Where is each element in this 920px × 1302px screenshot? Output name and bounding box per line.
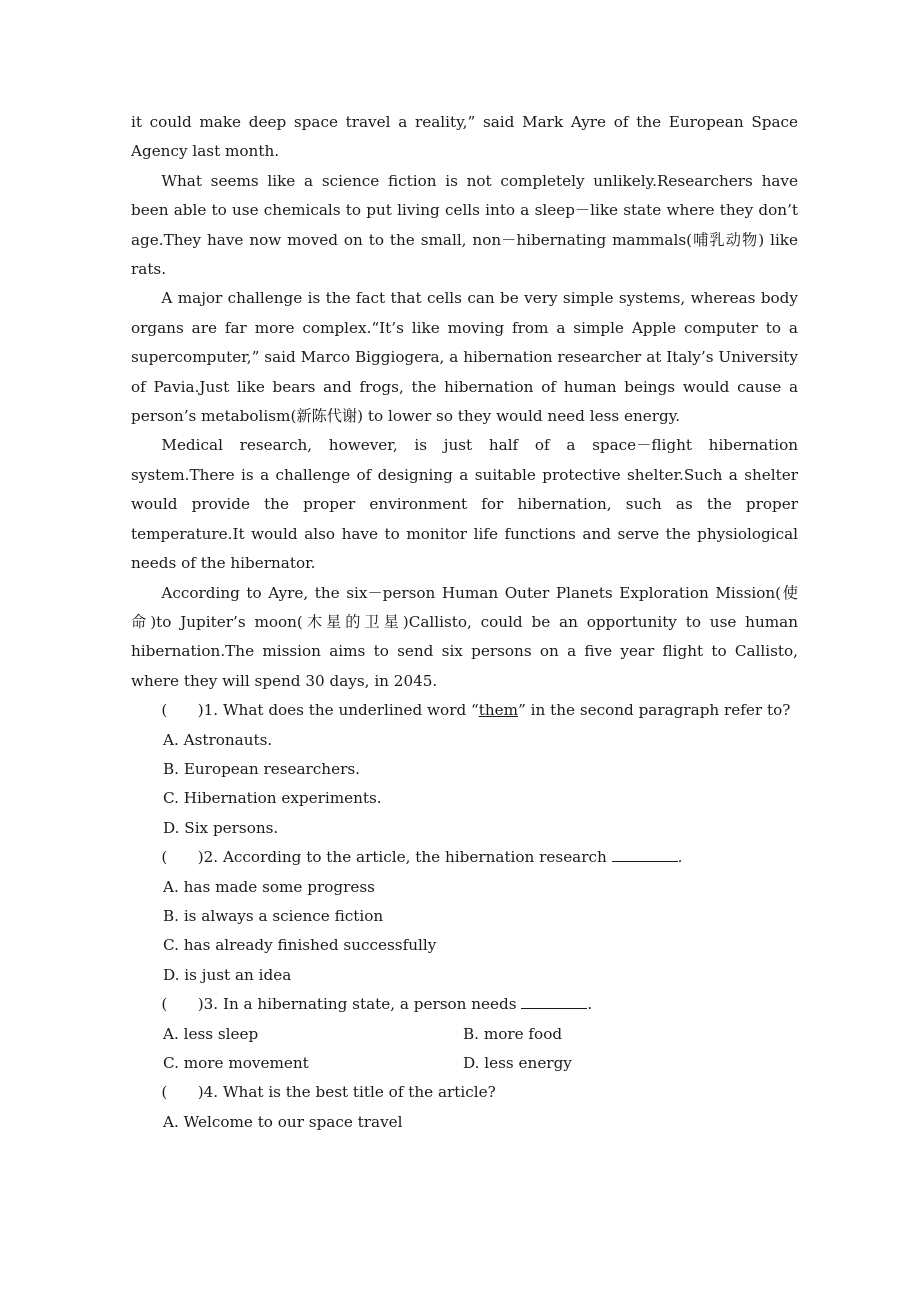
- question-1-option-d: D. Six persons.: [163, 818, 279, 837]
- question-3-options-row-1: [131, 1020, 798, 1049]
- passage-paragraph-3: A major challenge is the fact that cells can be very simple systems, whereas body organs are far more complex.“It’s like moving from a simple Apple computer to a supercomputer,” said Marco Biggiogera, a hibernation researcher at Italy’s University of Pavia.Just like bears and frogs, the hibernation of human beings would cause a person’s metabolism(新陈代谢) to lower so they would need less energy.: [131, 289, 798, 426]
- question-2-option-c: C. has already finished successfully: [163, 936, 437, 955]
- answer-blank[interactable]: [521, 990, 587, 1009]
- question-2: [131, 843, 798, 872]
- question-4-text: 4. What is the best title of the article?: [203, 1083, 496, 1102]
- question-1-option-b: B. European researchers.: [163, 759, 360, 778]
- document-page: [131, 108, 798, 1137]
- question-3: [131, 990, 798, 1019]
- answer-paren[interactable]: ( ): [161, 1083, 204, 1102]
- question-3-text-end: .: [587, 995, 593, 1014]
- answer-paren[interactable]: ( ): [161, 848, 204, 867]
- underlined-word: them: [478, 701, 519, 720]
- question-1-text-end: ” in the second paragraph refer to?: [518, 701, 791, 720]
- passage-paragraph-4: Medical research, however, is just half of a space－flight hibernation system.There is a challenge of designing a suitable protective shelter.Such a shelter would provide the proper environment for hibernation, such as the proper temperature.It would also have to monitor life functions and serve the physiological needs of the hibernator.: [131, 436, 798, 573]
- passage-paragraph-continued: it could make deep space travel a reality,” said Mark Ayre of the European Space Agency last month.: [131, 113, 798, 161]
- answer-paren[interactable]: ( ): [161, 995, 204, 1014]
- question-4: [131, 1078, 798, 1107]
- question-2-text-end: .: [677, 848, 683, 867]
- question-3-option-a: A. less sleep: [163, 1024, 259, 1043]
- question-2-option-b: B. is always a science fiction: [163, 906, 384, 925]
- question-1-text: 1. What does the underlined word “: [203, 701, 479, 720]
- answer-blank[interactable]: [612, 843, 678, 862]
- question-3-text: 3. In a hibernating state, a person needs: [203, 995, 522, 1014]
- question-1-option-c: C. Hibernation experiments.: [163, 789, 382, 808]
- question-4-option-a: A. Welcome to our space travel: [163, 1112, 403, 1131]
- question-1-option-a: A. Astronauts.: [163, 730, 273, 749]
- question-3-option-d: D. less energy: [463, 1054, 572, 1072]
- question-3-option-b: B. more food: [463, 1024, 563, 1043]
- passage-paragraph-2: What seems like a science fiction is not completely unlikely.Researchers have been able to use chemicals to put living cells into a sleep－like state where they don’t age.They have now moved on to the small, non－hibernating mammals(哺乳动物) like rats.: [131, 171, 798, 279]
- question-2-option-d: D. is just an idea: [163, 965, 292, 984]
- question-2-text: 2. According to the article, the hibernation research: [203, 848, 612, 867]
- question-1: [131, 696, 798, 725]
- question-3-options-row-2: [131, 1049, 798, 1078]
- question-3-option-c: C. more movement: [163, 1054, 309, 1072]
- passage-paragraph-5: According to Ayre, the six－person Human Outer Planets Exploration Mission(使命)to Jupiter’s moon(木星的卫星)Callisto, could be an opportunity to use human hibernation.The mission aims to send six persons on a five year flight to Callisto, where they will spend 30 days, in 2045.: [131, 583, 798, 690]
- answer-paren[interactable]: ( ): [161, 701, 204, 720]
- question-2-option-a: A. has made some progress: [163, 877, 375, 896]
